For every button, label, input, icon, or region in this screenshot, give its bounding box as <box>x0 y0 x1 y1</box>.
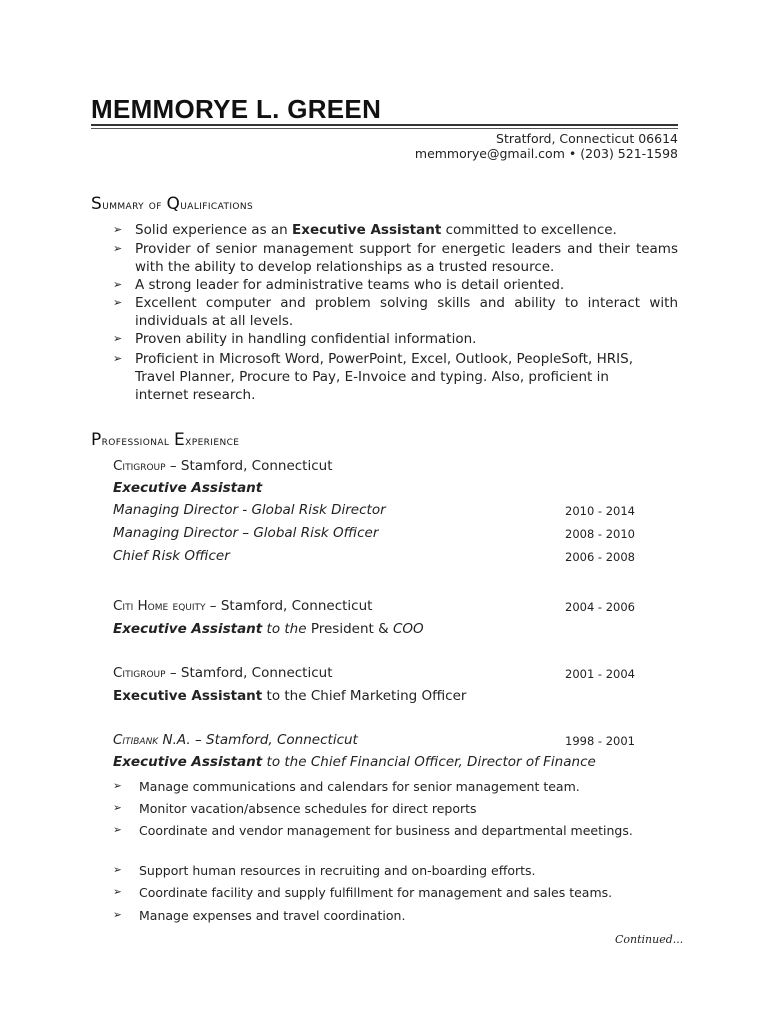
bullet-arrow-icon: ➢ <box>113 802 122 814</box>
duty-item: ➢ Coordinate facility and supply fulfillment for management and sales teams. <box>113 885 613 900</box>
summary-item: ➢ Proven ability in handling confidential information. <box>113 331 477 347</box>
job-title: Executive Assistant to the Chief Marketing Officer <box>113 688 467 704</box>
bullet-arrow-icon: ➢ <box>113 780 122 792</box>
bullet-arrow-icon: ➢ <box>113 352 123 365</box>
job-company-line: Citi Home equity – Stamford, Connecticut <box>113 598 373 614</box>
resume-name: MEMMORYE L. GREEN <box>91 94 382 124</box>
job-dates: 1998 - 2001 <box>565 734 635 748</box>
summary-item: ➢ Provider of senior management support for energetic leaders and their teams with the ability to develop relationships as a trusted resource. <box>113 241 678 275</box>
job-dates: 2008 - 2010 <box>565 527 635 541</box>
job-role: Chief Risk Officer <box>113 548 230 564</box>
contact-email: memmorye@gmail.com <box>414 146 565 161</box>
job-company-line: Citigroup – Stamford, Connecticut <box>113 458 333 474</box>
contact-separator: • <box>568 146 577 161</box>
header-rule-thin <box>91 128 678 129</box>
header-rule-thick <box>91 124 678 126</box>
job-title: Executive Assistant to the Chief Financial Officer, Director of Finance <box>113 754 596 770</box>
duty-item: ➢ Coordinate and vendor management for business and departmental meetings. <box>113 823 633 838</box>
job-role: Managing Director - Global Risk Director <box>113 502 386 518</box>
job-dates: 2001 - 2004 <box>565 667 635 681</box>
bullet-arrow-icon: ➢ <box>113 909 122 921</box>
job-dates: 2006 - 2008 <box>565 550 635 564</box>
duty-item: ➢ Support human resources in recruiting and on-boarding efforts. <box>113 863 536 878</box>
job-company-line: Citigroup – Stamford, Connecticut <box>113 665 333 681</box>
job-title: Executive Assistant to the President & COO <box>113 621 424 637</box>
job-dates: 2004 - 2006 <box>565 600 635 614</box>
continued-note: Continued... <box>615 933 684 946</box>
bullet-arrow-icon: ➢ <box>113 278 123 291</box>
bullet-arrow-icon: ➢ <box>113 242 123 255</box>
job-company-line: Citibank N.A. – Stamford, Connecticut <box>113 732 358 748</box>
bullet-arrow-icon: ➢ <box>113 332 123 345</box>
bullet-arrow-icon: ➢ <box>113 223 123 236</box>
job-role: Managing Director – Global Risk Officer <box>113 525 379 541</box>
bullet-arrow-icon: ➢ <box>113 824 122 836</box>
experience-heading: Professional Experience <box>91 430 240 450</box>
bullet-arrow-icon: ➢ <box>113 864 122 876</box>
duty-item: ➢ Monitor vacation/absence schedules for direct reports <box>113 801 477 816</box>
summary-item: ➢ Proficient in Microsoft Word, PowerPoint, Excel, Outlook, PeopleSoft, HRIS, Travel Planner, Procure to Pay, E-Invoice and typing. Also, proficient in internet research. <box>113 351 633 403</box>
bullet-arrow-icon: ➢ <box>113 886 122 898</box>
duty-item: ➢ Manage communications and calendars for senior management team. <box>113 779 580 794</box>
summary-item: ➢ Excellent computer and problem solving skills and ability to interact with individuals at all levels. <box>113 295 678 329</box>
job-title: Executive Assistant <box>113 480 263 496</box>
job-dates: 2010 - 2014 <box>565 504 635 518</box>
contact-line <box>415 146 678 161</box>
duty-item: ➢ Manage expenses and travel coordination. <box>113 908 406 923</box>
summary-item: ➢ Solid experience as an Executive Assistant committed to excellence. <box>113 222 617 238</box>
contact-phone: (203) 521-1598 <box>580 146 678 161</box>
summary-item: ➢ A strong leader for administrative teams who is detail oriented. <box>113 277 565 293</box>
summary-heading: Summary of Qualifications <box>91 194 254 214</box>
bullet-arrow-icon: ➢ <box>113 296 123 309</box>
contact-location: Stratford, Connecticut 06614 <box>496 131 678 146</box>
